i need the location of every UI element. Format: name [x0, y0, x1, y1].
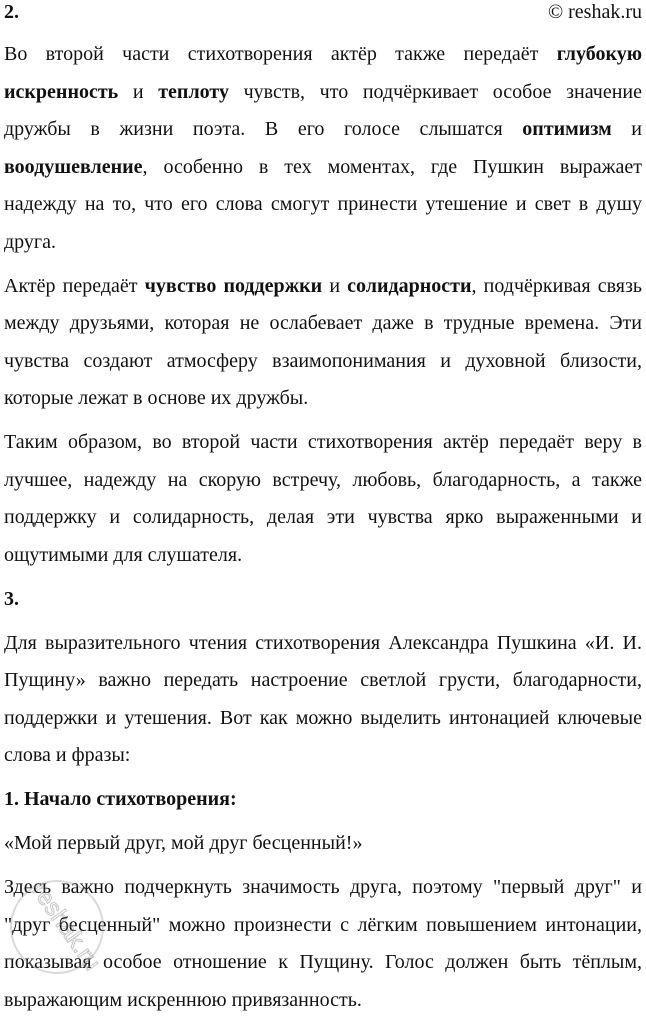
watermark-text: reshak.ru [26, 878, 106, 976]
bold-phrase: теплоту [158, 80, 229, 103]
paragraph [4, 268, 642, 418]
text-run: 3. [4, 587, 19, 610]
text-run: и [118, 80, 159, 103]
text-run: чувств, что подчёркивает особое значение дружбы в жизни поэта. В его голосе слышатся [4, 80, 642, 140]
section-heading [4, 581, 642, 619]
text-run: Для выразительного чтения стихотворения Александра Пушкина «И. И. Пущину» важно передать настроение светлой грусти, благодарности, поддержки и утешения. Вот как можно выделить интонацией ключевые слова и фразы: [4, 631, 642, 766]
paragraph [4, 424, 642, 574]
document-page [4, 0, 642, 1026]
text-run: и [611, 118, 643, 140]
bold-phrase: солидарности [347, 274, 472, 297]
text-run: Таким образом, во второй части стихотворения актёр передаёт веру в лучшее, надежду на скорую встречу, любовь, благодарность, а также поддержку и солидарность, делая эти чувства ярко выраженными и ощутимыми для слушателя. [4, 431, 642, 566]
page-header [4, 0, 642, 24]
paragraph [4, 825, 642, 863]
bold-phrase: воодушевление [4, 155, 143, 178]
text-run: Здесь важно подчеркнуть значимость друга, поэтому "первый друг" и "друг бесценный" можно произнести с лёгким повышением интонации, показывая особое отношение к Пущину. Голос должен быть тёплым, выражающим искреннюю привязанность. [4, 876, 642, 1011]
document-body [4, 36, 642, 1019]
copyright-text: © reshak.ru [547, 1, 642, 23]
text-run: , особенно в тех моментах, где Пушкин выражает надежду на то, что его слова смогут принести утешение и свет в душу друга. [4, 155, 642, 253]
section-number: 2. [4, 1, 19, 23]
bold-phrase: чувство поддержки [144, 274, 323, 297]
text-run: , подчёркивая связь между друзьями, которая не ослабевает даже в трудные времена. Эти чувства создают атмосферу взаимопонимания и духовной близости, которые лежат в основе их дружбы. [4, 274, 642, 409]
paragraph [4, 625, 642, 775]
text-run: 1. Начало стихотворения: [4, 788, 237, 810]
text-run: Во второй части стихотворения актёр также передаёт [4, 43, 557, 65]
text-run: и [322, 274, 348, 297]
bold-phrase: глубокую искренность [4, 43, 642, 103]
section-heading [4, 781, 642, 819]
text-run: Актёр передаёт [4, 274, 145, 297]
paragraph [4, 36, 642, 261]
bold-phrase: оптимизм [522, 118, 612, 140]
paragraph [4, 869, 642, 1019]
text-run: «Мой первый друг, мой друг бесценный!» [4, 832, 363, 854]
